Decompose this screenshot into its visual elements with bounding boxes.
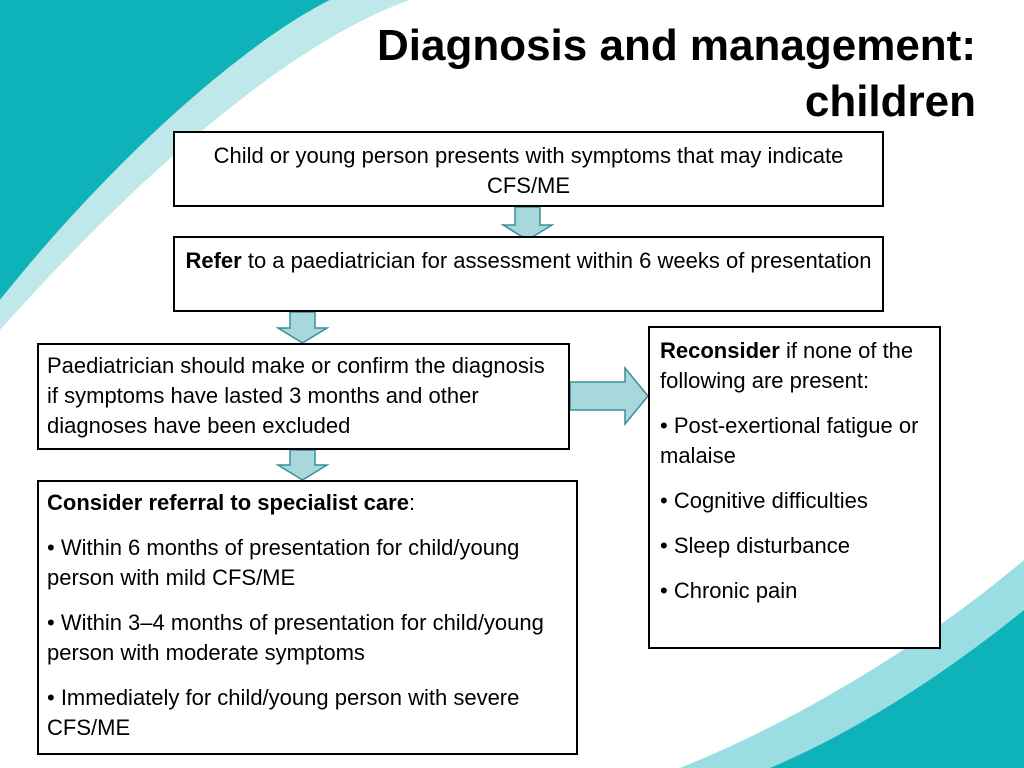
reconsider-item: • Post-exertional fatigue or malaise	[660, 413, 919, 468]
specialist-item: • Within 3–4 months of presentation for child/young person with moderate symptoms	[47, 610, 544, 665]
reconsider-item: • Cognitive difficulties	[660, 488, 868, 513]
title-line-1: Diagnosis and management:	[376, 21, 976, 70]
specialist-heading	[47, 488, 568, 518]
reconsider-rest: if none of the following are present:	[660, 338, 914, 393]
reconsider-heading	[660, 336, 929, 396]
presents-box	[173, 131, 884, 207]
down-arrow-2	[278, 312, 327, 343]
refer-text	[185, 246, 872, 276]
specialist-item: • Within 6 months of presentation for child/young person with mild CFS/ME	[47, 535, 520, 590]
confirm-diagnosis-box	[37, 343, 570, 450]
confirm-text: Paediatrician should make or confirm the diagnosis if symptoms have lasted 3 months and other diagnoses have been excluded	[47, 353, 545, 438]
refer-bold: Refer	[185, 248, 242, 273]
specialist-care-box	[37, 480, 578, 755]
specialist-suffix: :	[408, 490, 416, 515]
reconsider-bold: Reconsider	[660, 338, 780, 363]
reconsider-item: • Chronic pain	[660, 578, 798, 603]
presents-text: Child or young person presents with symptoms that may indicate CFS/ME	[213, 143, 844, 198]
reconsider-box	[648, 326, 941, 649]
title-line-2: children	[804, 77, 976, 126]
specialist-item: • Immediately for child/young person with severe CFS/ME	[47, 685, 520, 740]
specialist-bold: Consider referral to specialist care	[47, 490, 409, 515]
refer-rest: to a paediatrician for assessment within 6 weeks of presentation	[241, 248, 872, 273]
right-arrow	[570, 368, 648, 424]
down-arrow-3	[278, 450, 327, 480]
refer-box	[173, 236, 884, 312]
slide-title	[216, 18, 976, 130]
reconsider-item: • Sleep disturbance	[660, 533, 850, 558]
